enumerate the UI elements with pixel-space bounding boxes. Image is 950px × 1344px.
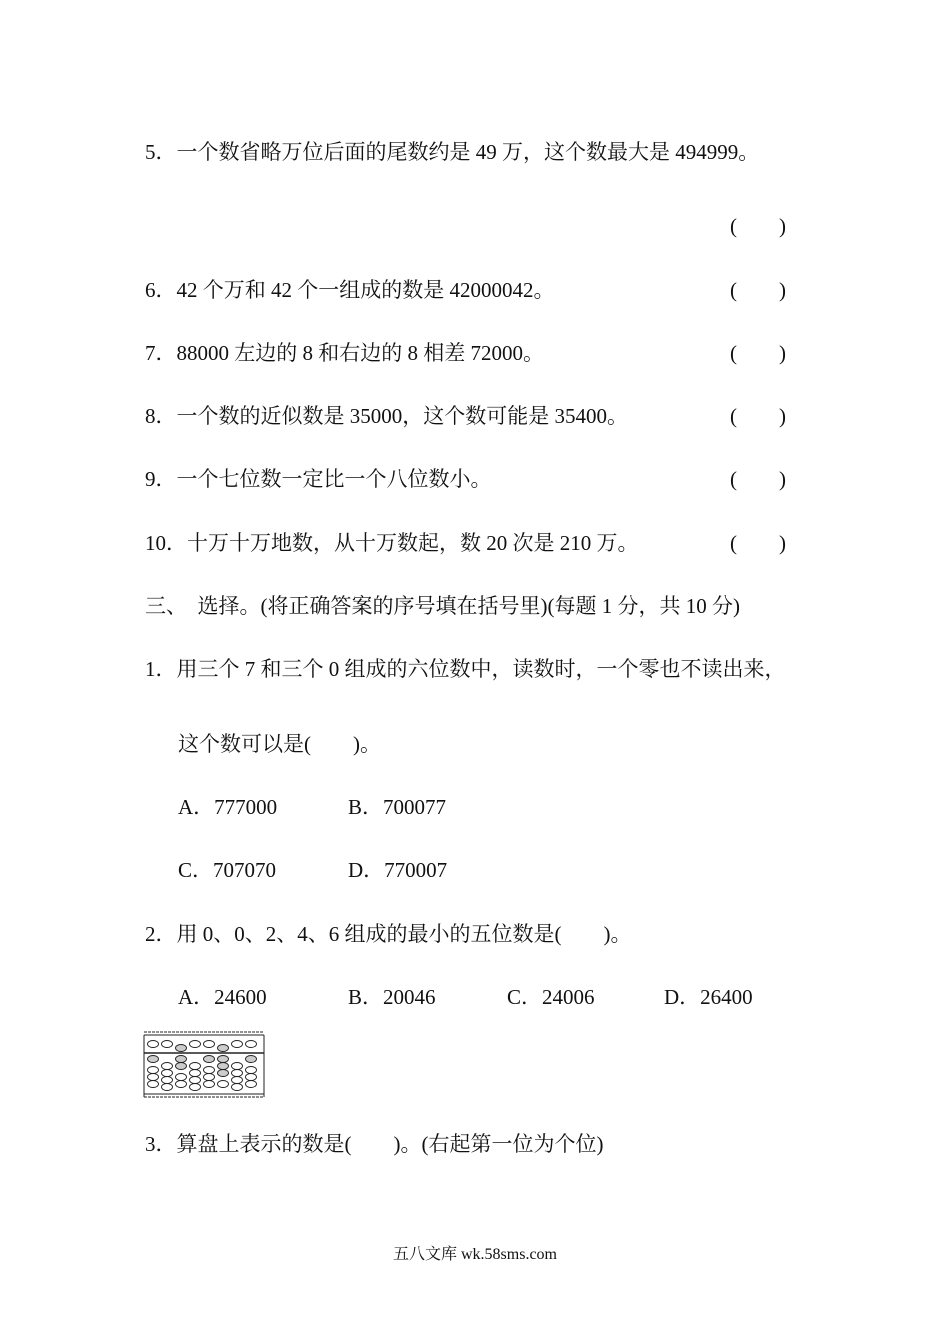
judgment-item-5: 5．一个数省略万位后面的尾数约是 49 万，这个数最大是 494999。 [145,140,760,164]
q2-option-c[interactable]: C．24006 [507,985,595,1009]
footer-watermark: 五八文库 wk.58sms.com [392,1246,557,1263]
q1-option-c[interactable]: C．707070 [178,858,277,882]
judgment-item-9: 9．一个七位数一定比一个八位数小。 [145,467,492,491]
answer-blank-5[interactable]: ( ) [730,214,786,238]
answer-blank-6[interactable]: ( ) [730,278,786,302]
answer-blank-7[interactable]: ( ) [730,341,786,365]
section-heading-choice: 三、 选择。(将正确答案的序号填在括号里)(每题 1 分，共 10 分) [145,594,740,618]
q1-option-b[interactable]: B．700077 [348,795,447,819]
abacus-image [143,1026,265,1100]
question-1-line1: 1．用三个 7 和三个 0 组成的六位数中，读数时，一个零也不读出来， [145,657,786,681]
judgment-item-10: 10．十万十万地数，从十万数起，数 20 次是 210 万。 [145,531,639,555]
question-2-stem: 2．用 0、0、2、4、6 组成的最小的五位数是( )。 [145,922,632,946]
answer-blank-9[interactable]: ( ) [730,467,786,491]
q2-option-d[interactable]: D．26400 [664,985,753,1009]
q1-option-d[interactable]: D．770007 [348,858,448,882]
judgment-item-6: 6．42 个万和 42 个一组成的数是 42000042。 [145,278,555,302]
answer-blank-10[interactable]: ( ) [730,531,786,555]
judgment-item-7: 7．88000 左边的 8 和右边的 8 相差 72000。 [145,341,544,365]
q2-option-a[interactable]: A．24600 [178,985,267,1009]
question-3-stem: 3．算盘上表示的数是( )。(右起第一位为个位) [145,1132,604,1156]
answer-blank-8[interactable]: ( ) [730,404,786,428]
question-1-line2: 这个数可以是( )。 [178,732,381,756]
q1-option-a[interactable]: A．777000 [178,795,278,819]
q2-option-b[interactable]: B．20046 [348,985,436,1009]
judgment-item-8: 8．一个数的近似数是 35000，这个数可能是 35400。 [145,404,628,428]
